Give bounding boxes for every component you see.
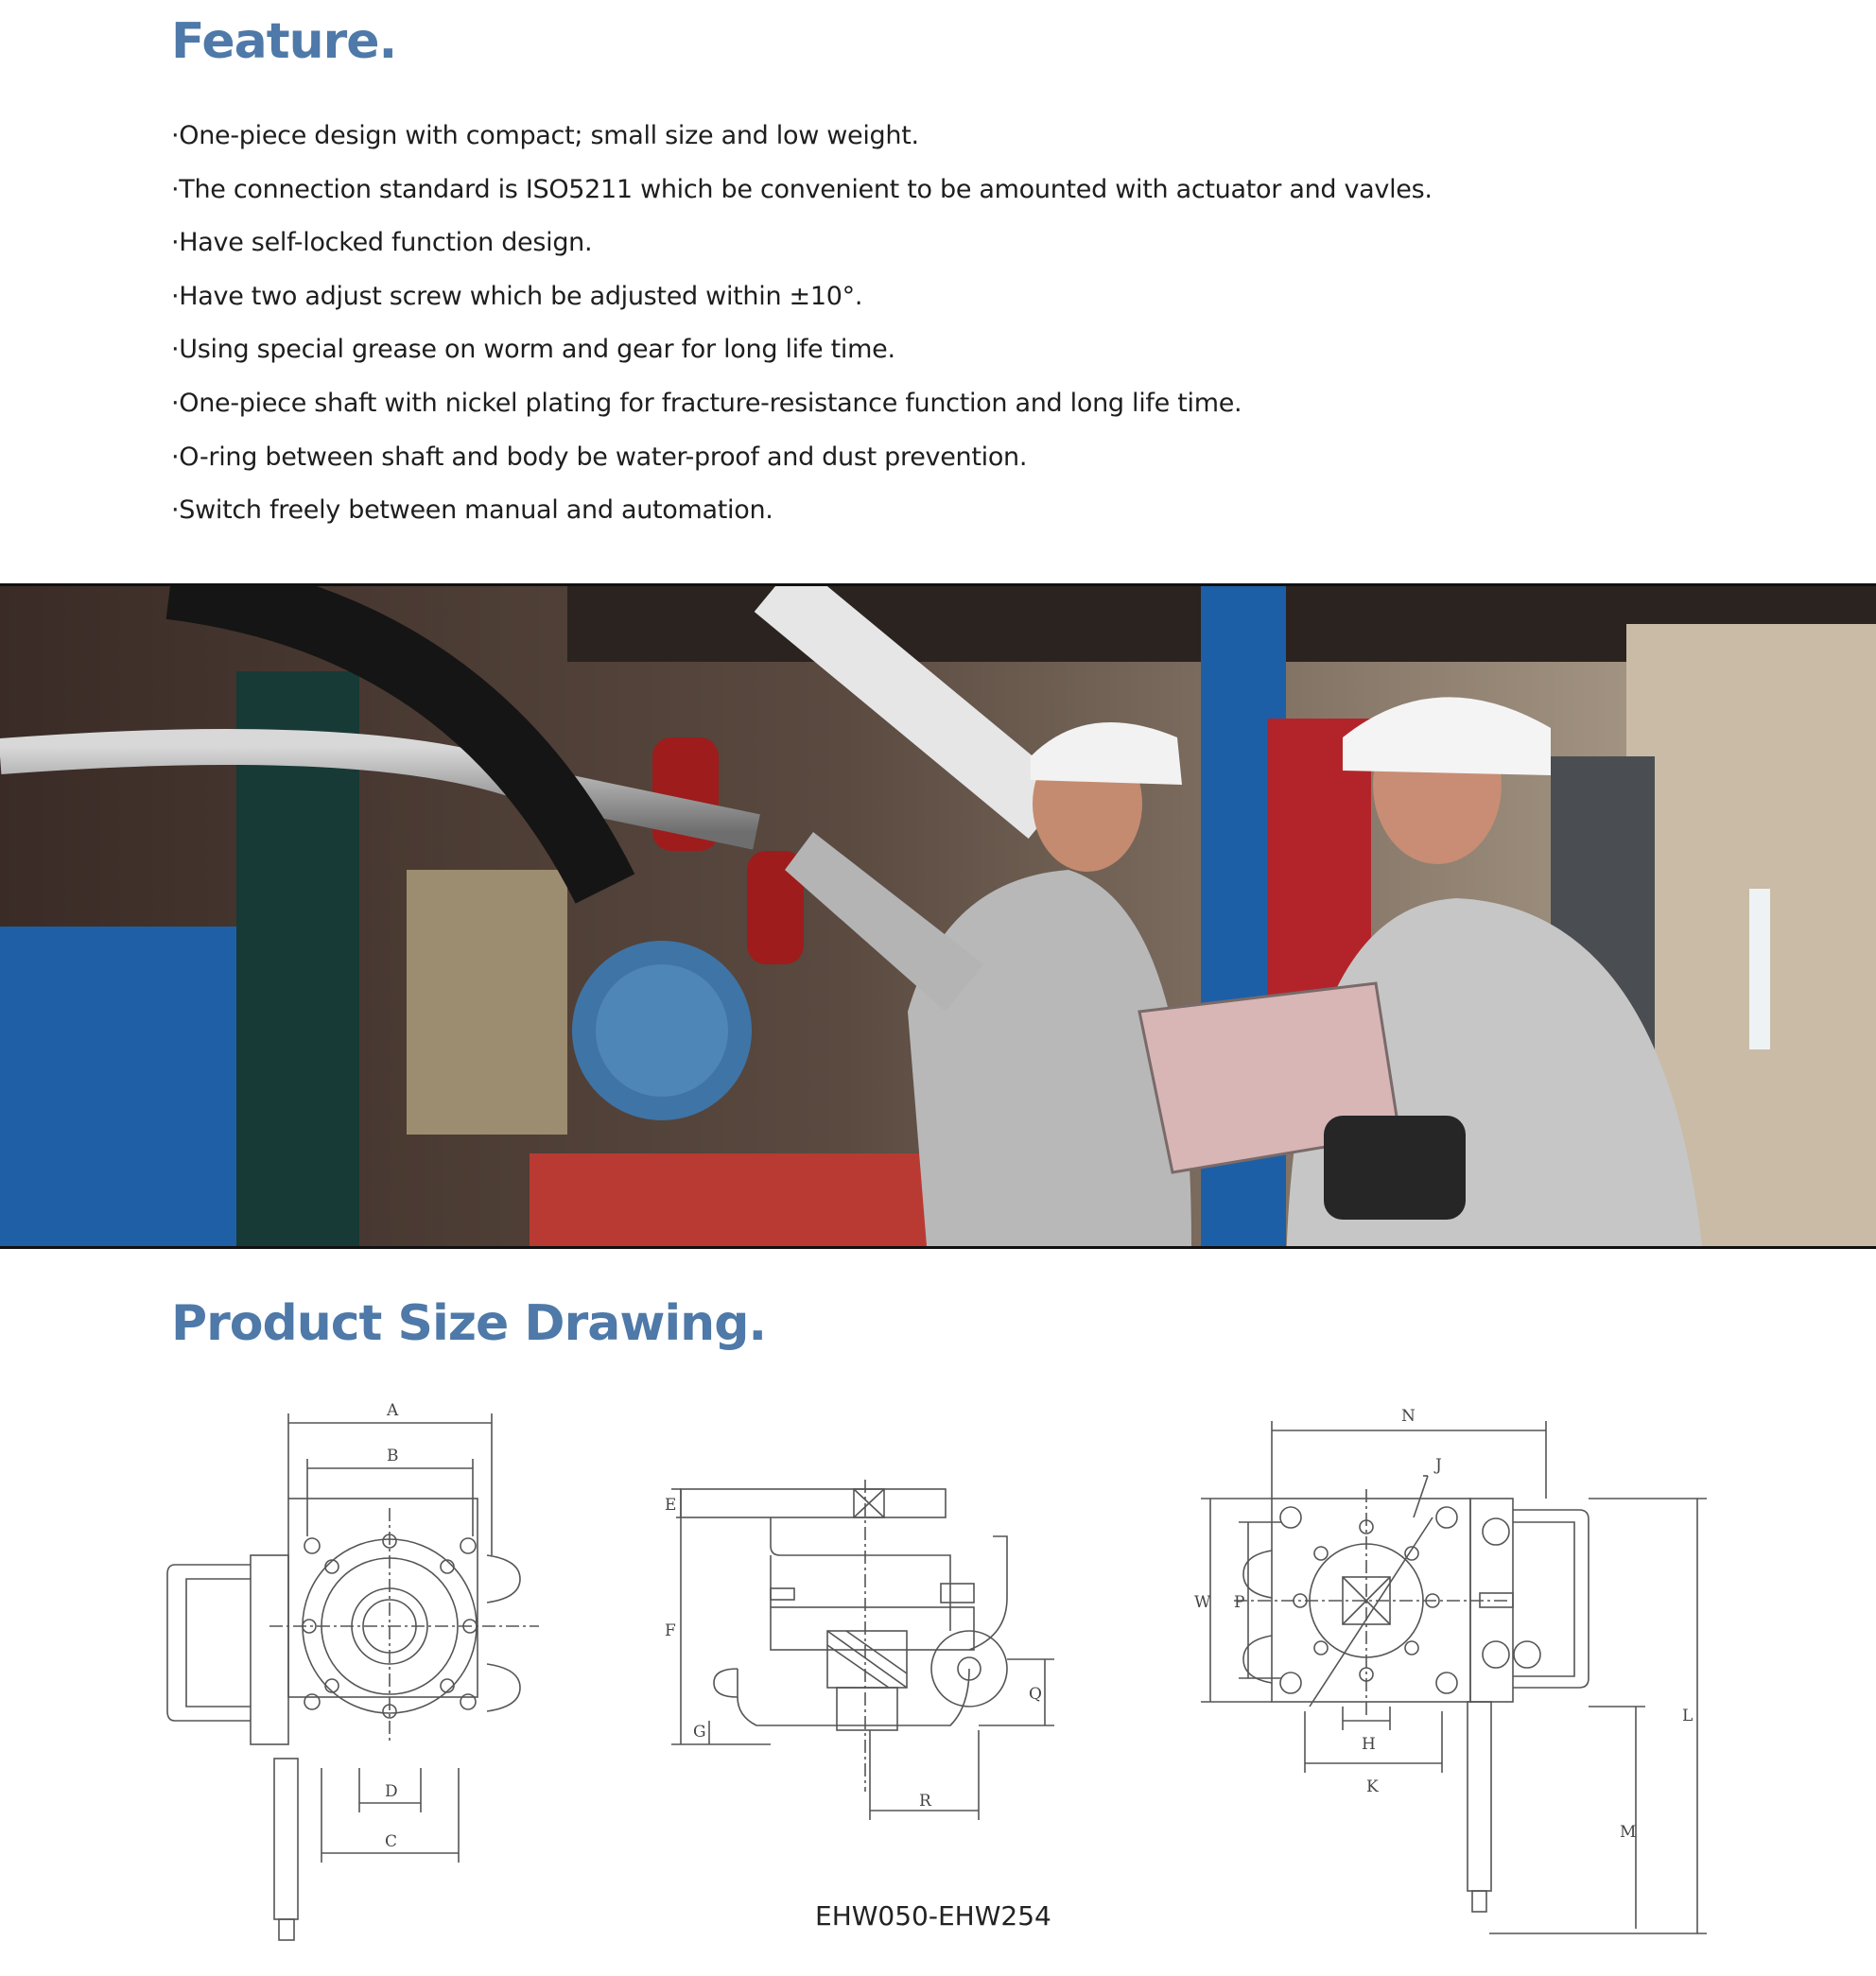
model-number-caption: EHW050-EHW254 bbox=[815, 1900, 1051, 1932]
dim-label-b: B bbox=[387, 1447, 399, 1465]
product-size-drawing bbox=[165, 1395, 1726, 1962]
feature-heading: Feature. bbox=[171, 13, 397, 70]
top-view bbox=[1201, 1421, 1707, 1933]
feature-item: ·The connection standard is ISO5211 which be convenient to be amounted with actuator and vavles. bbox=[171, 174, 1433, 204]
dim-label-q: Q bbox=[1029, 1685, 1042, 1704]
dim-label-m: M bbox=[1620, 1823, 1637, 1842]
dim-label-e: E bbox=[665, 1496, 677, 1515]
feature-item: ·One-piece design with compact; small size and low weight. bbox=[171, 121, 919, 150]
feature-item: ·O-ring between shaft and body be water-proof and dust prevention. bbox=[171, 442, 1028, 472]
dim-label-g: G bbox=[693, 1723, 706, 1742]
side-view bbox=[671, 1480, 1054, 1820]
feature-list bbox=[171, 110, 1433, 538]
dim-label-n: N bbox=[1401, 1407, 1416, 1426]
dim-label-w: W bbox=[1194, 1593, 1211, 1612]
industrial-workers-photo bbox=[0, 583, 1876, 1249]
feature-item: ·Using special grease on worm and gear for long life time. bbox=[171, 335, 895, 365]
dim-label-j: J bbox=[1435, 1456, 1442, 1475]
dim-label-h: H bbox=[1362, 1735, 1376, 1754]
dim-label-c: C bbox=[385, 1832, 398, 1851]
feature-item: ·Have two adjust screw which be adjusted within ±10°. bbox=[171, 281, 863, 311]
dim-label-a: A bbox=[387, 1401, 399, 1420]
dim-label-k: K bbox=[1366, 1777, 1379, 1796]
dim-label-l: L bbox=[1682, 1707, 1694, 1725]
dim-label-p: P bbox=[1234, 1593, 1245, 1612]
product-size-drawing-heading: Product Size Drawing. bbox=[171, 1295, 767, 1352]
front-view bbox=[167, 1413, 539, 1940]
feature-item: ·One-piece shaft with nickel plating for fracture-resistance function and long life time. bbox=[171, 388, 1242, 418]
feature-item: ·Have self-locked function design. bbox=[171, 228, 593, 258]
dim-label-r: R bbox=[919, 1792, 931, 1811]
dim-label-d: D bbox=[385, 1782, 398, 1801]
dim-label-f: F bbox=[665, 1621, 676, 1640]
feature-item: ·Switch freely between manual and automation. bbox=[171, 495, 773, 526]
